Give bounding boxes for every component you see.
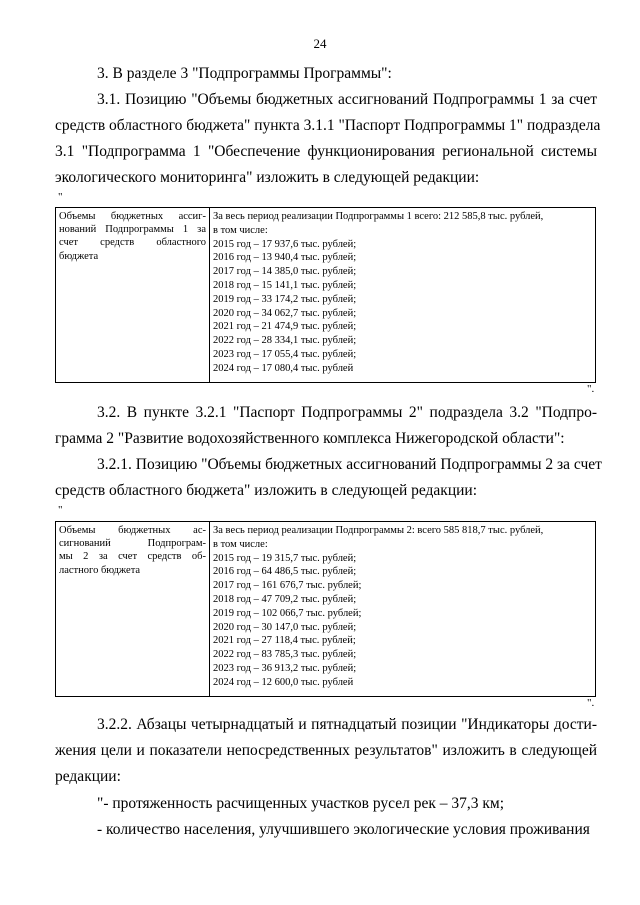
value-line: 2024 год – 17 080,4 тыс. рублей [213,362,354,374]
value-line: в том числе: [213,224,268,236]
value-line: 2021 год – 27 118,4 тыс. рублей; [213,635,356,647]
value-line: 2018 год – 15 141,1 тыс. рублей; [213,279,357,291]
paragraph-line: экологического мониторинга" изложить в следующей редакции: [55,169,480,186]
value-line: 2022 год – 28 334,1 тыс. рублей; [213,335,357,347]
page-number: 24 [313,36,327,51]
value-line: 2015 год – 19 315,7 тыс. рублей; [213,552,357,564]
paragraph-line: средств областного бюджета" пункта 3.1.1 "Паспорт Подпрограммы 1" подраздела [55,117,601,134]
label-line: нований Подпрограммы 1 за [59,224,206,236]
section-heading: 3. В разделе 3 "Подпрограммы Программы": [97,65,392,82]
opening-quote: " [58,191,63,203]
budget-table-subprogram-2 [55,521,596,697]
paragraph-line: 3.2. В пункте 3.2.1 "Паспорт Подпрограммы 2" подраздела 3.2 "Подпро- [97,404,597,421]
value-line: 2022 год – 83 785,3 тыс. рублей; [213,649,357,661]
label-line: ластного бюджета [59,564,141,576]
bullet-item: "- протяженность расчищенных участков русел рек – 37,3 км; [97,795,505,812]
value-line: 2023 год – 17 055,4 тыс. рублей; [213,348,357,360]
value-line: 2021 год – 21 474,9 тыс. рублей; [213,321,357,333]
closing-quote: ". [587,383,595,395]
paragraph-line: 3.1 "Подпрограмма 1 "Обеспечение функционирования региональной системы [55,143,597,160]
value-line: 2024 год – 12 600,0 тыс. рублей [213,676,354,688]
value-line: 2020 год – 30 147,0 тыс. рублей; [213,621,357,633]
label-line: Объемы бюджетных ас- [59,525,206,536]
value-line: 2016 год – 64 486,5 тыс. рублей; [213,566,357,578]
value-line: 2017 год – 161 676,7 тыс. рублей; [213,580,362,592]
table-label-cell [56,208,210,383]
paragraph-line: 3.2.1. Позицию "Объемы бюджетных ассигнований Подпрограммы 2 за счет [97,456,602,473]
bullet-item: - количество населения, улучшившего экологические условия проживания [97,821,590,838]
label-line: Объемы бюджетных ассиг- [59,211,206,222]
label-line: сигнований Подпрограм- [59,538,206,550]
value-line: 2020 год – 34 062,7 тыс. рублей; [213,307,357,319]
opening-quote: " [58,504,63,516]
value-line: 2023 год – 36 913,2 тыс. рублей; [213,662,357,674]
label-line: мы 2 за счет средств об- [59,551,206,563]
table-value-cell [210,208,596,383]
value-line: За весь период реализации Подпрограммы 2: всего 585 818,7 тыс. рублей, [213,525,544,536]
value-line: 2018 год – 47 709,2 тыс. рублей; [213,593,357,605]
table-label-cell [56,522,210,697]
table-value-cell [210,522,596,697]
closing-quote: ". [587,697,595,709]
label-line: счет средств областного [59,237,206,249]
value-line: 2015 год – 17 937,6 тыс. рублей; [213,238,357,250]
paragraph-line: 3.2.2. Абзацы четырнадцатый и пятнадцатый позиции "Индикаторы дости- [97,716,597,733]
paragraph-line: редакции: [55,768,121,785]
paragraph-line: средств областного бюджета" изложить в следующей редакции: [55,482,478,499]
budget-table-subprogram-1 [55,207,596,383]
value-line: 2017 год – 14 385,0 тыс. рублей; [213,266,357,278]
paragraph-line: жения цели и показатели непосредственных результатов" изложить в следующей [55,742,597,759]
paragraph-line: 3.1. Позицию "Объемы бюджетных ассигнований Подпрограммы 1 за счет [97,91,597,108]
paragraph-line: грамма 2 "Развитие водохозяйственного комплекса Нижегородской области": [55,430,565,447]
value-line: 2016 год – 13 940,4 тыс. рублей; [213,252,357,264]
value-line: За весь период реализации Подпрограммы 1 всего: 212 585,8 тыс. рублей, [213,211,544,222]
value-line: в том числе: [213,538,268,550]
value-line: 2019 год – 33 174,2 тыс. рублей; [213,293,357,305]
value-line: 2019 год – 102 066,7 тыс. рублей; [213,607,362,619]
label-line: бюджета [59,250,99,262]
